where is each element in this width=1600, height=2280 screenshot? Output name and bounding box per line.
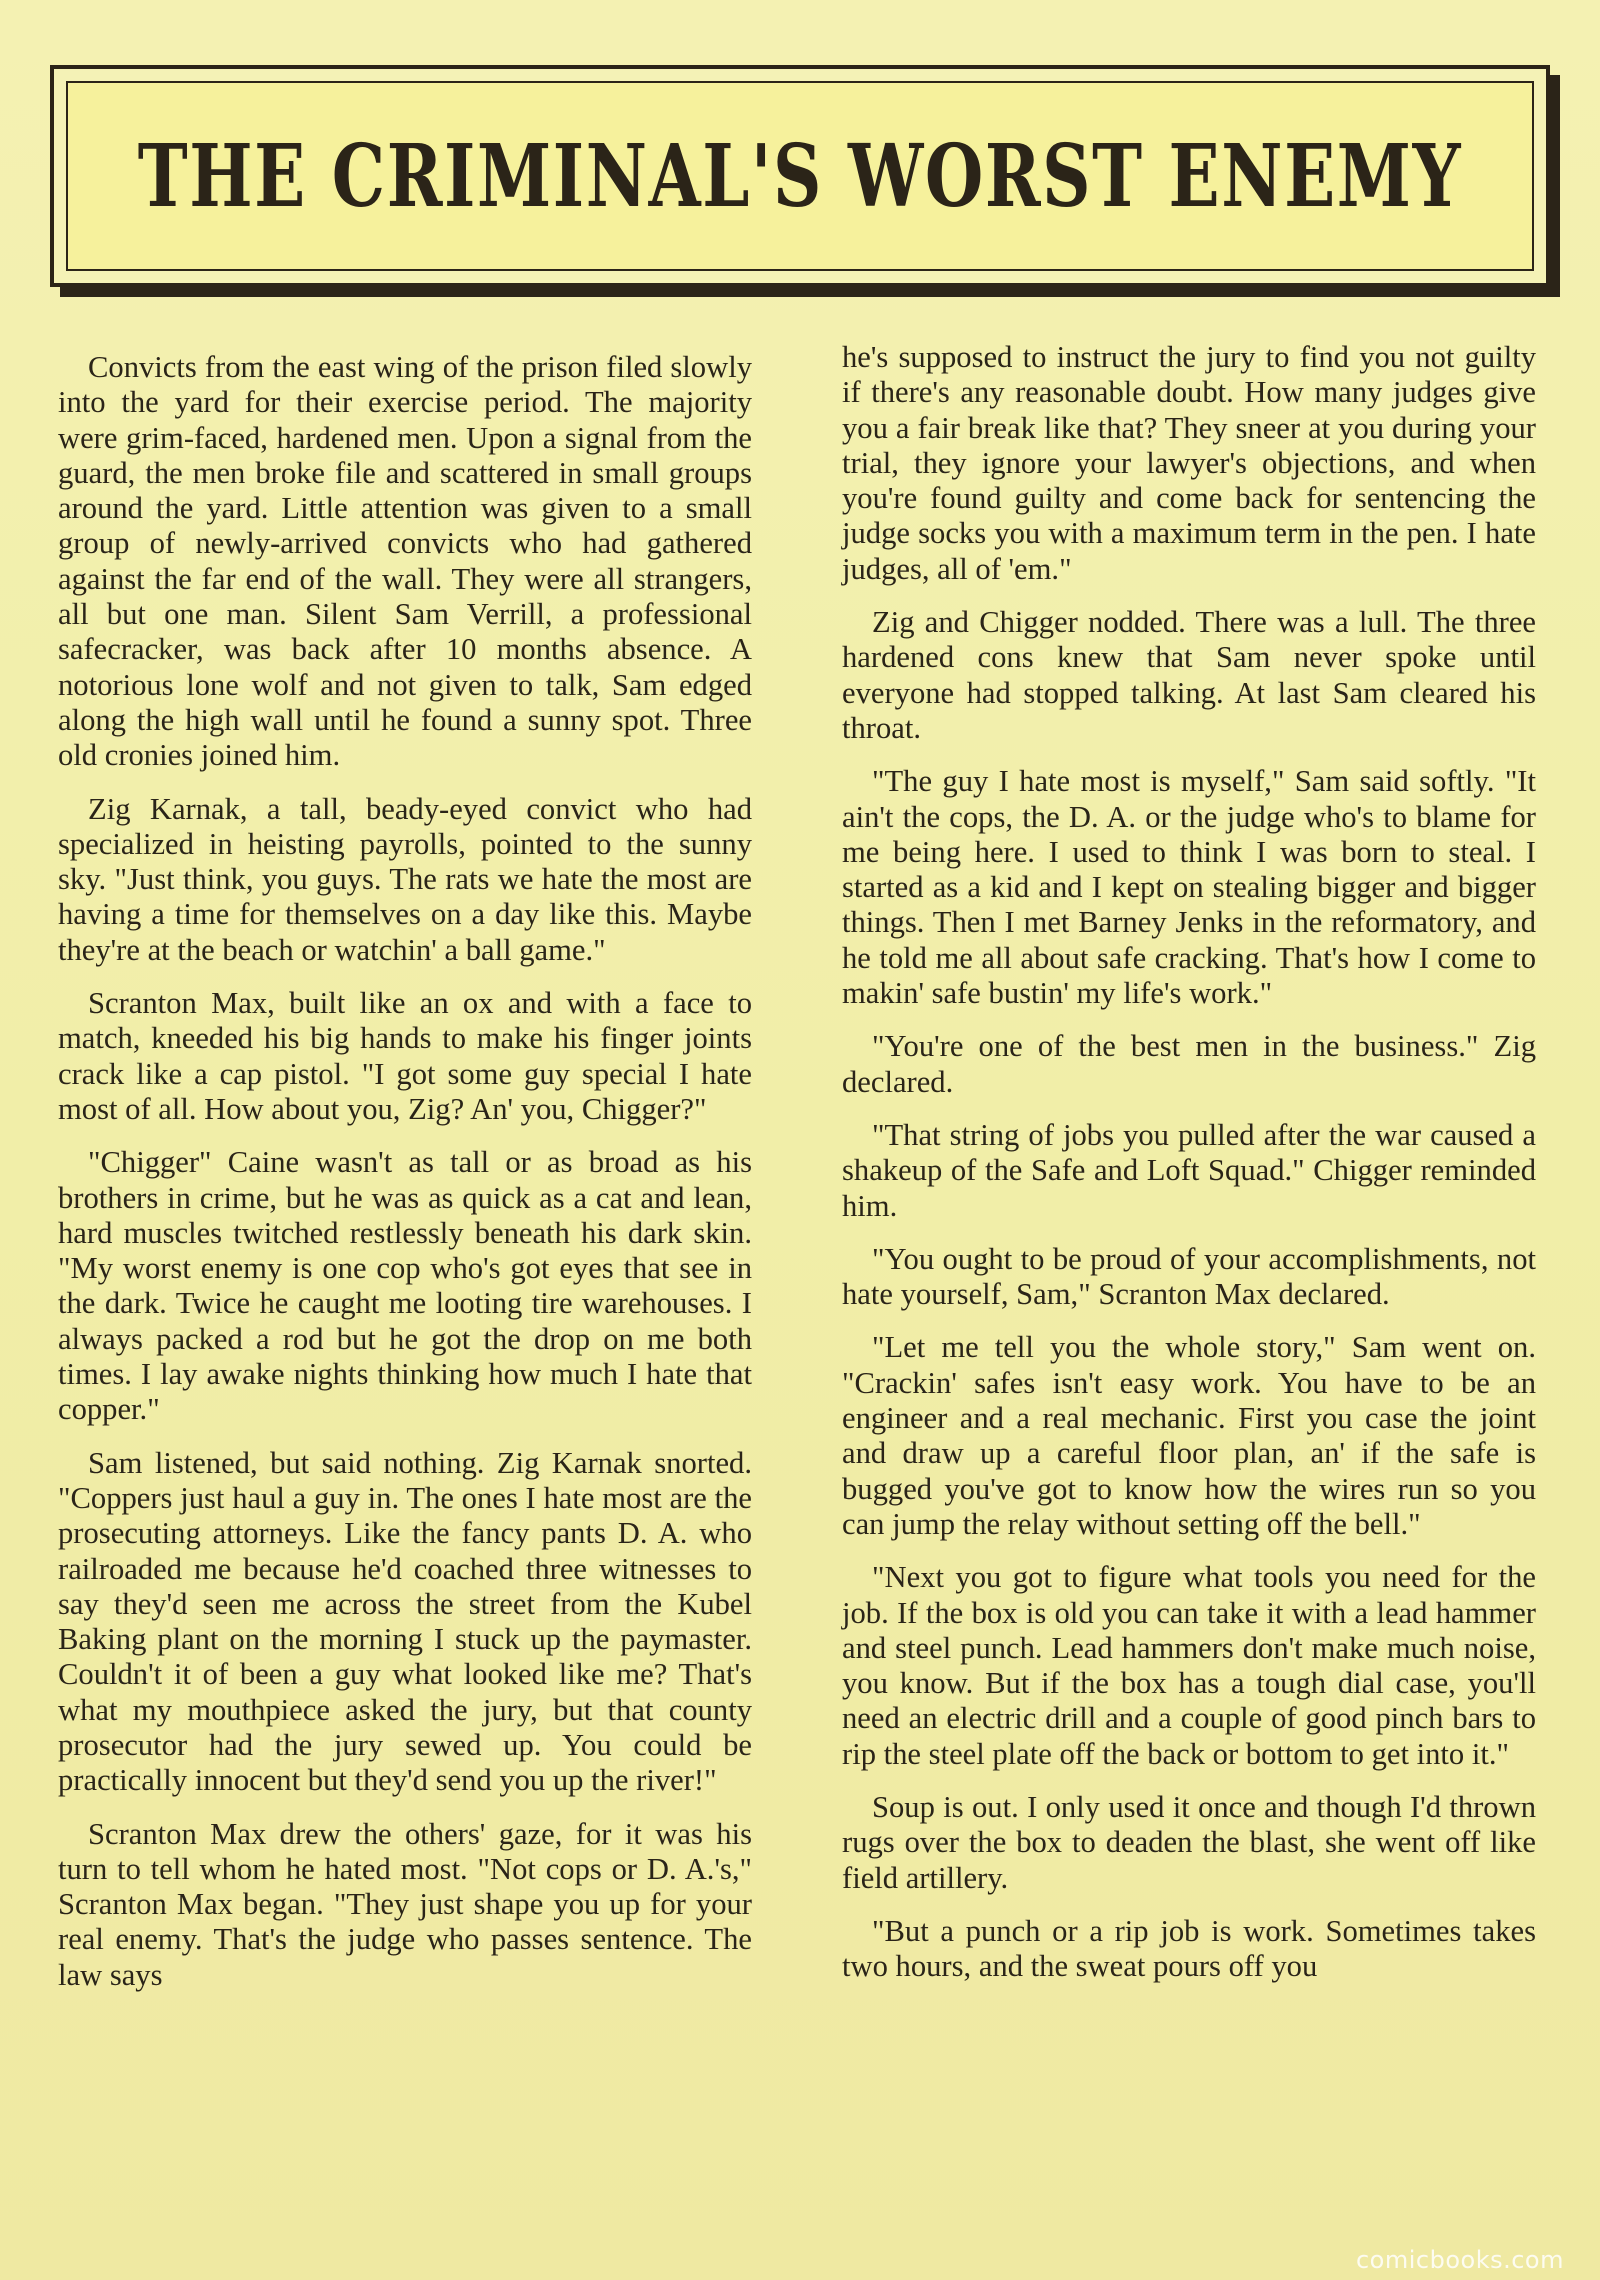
paragraph: "That string of jobs you pulled after the war caused a shakeup of the Safe and Loft Squad." Chigger reminded him. [842,1117,1536,1223]
paragraph: "Next you got to figure what tools you need for the job. If the box is old you can take it with a lead hammer and steel punch. Lead hammers don't make much noise, you know. But if the box has a tough dial case, you'll need an electric drill and a couple of good pinch bars to rip the steel plate off the back or bottom to get into it." [842,1560,1536,1771]
title-panel [66,81,1534,271]
watermark: comicbooks.com [1355,2246,1564,2274]
paragraph: "The guy I hate most is myself," Sam said softly. "It ain't the cops, the D. A. or the judge who's to blame for me being here. I used to think I was born to steal. I started as a kid and I kept on stealing bigger and bigger things. Then I met Barney Jenks in the reformatory, and he told me all about safe cracking. That's how I come to makin' safe bustin' my life's work." [842,764,1536,1011]
paragraph: Soup is out. I only used it once and though I'd thrown rugs over the box to deaden the blast, she went off like field artillery. [842,1789,1536,1895]
paragraph: he's supposed to instruct the jury to find you not guilty if there's any reasonable doubt. How many judges give you a fair break like that? They sneer at you during your trial, they ignore your lawyer's objections, and when you're found guilty and come back for sentencing the judge socks you with a maximum term in the pen. I hate judges, all of 'em." [842,340,1536,586]
paragraph: Zig Karnak, a tall, beady-eyed convict who had specialized in heisting payrolls, pointed to the sunny sky. "Just think, you guys. The rats we hate the most are having a time for themselves on a day like this. Maybe they're at the beach or watchin' a ball game." [58,791,752,967]
title-frame [50,65,1550,287]
paragraph: "But a punch or a rip job is work. Sometimes takes two hours, and the sweat pours off you [842,1913,1536,1984]
paragraph: Sam listened, but said nothing. Zig Karnak snorted. "Coppers just haul a guy in. The ones I hate most are the prosecuting attorneys. Like the fancy pants D. A. who railroaded me because he'd coached three witnesses to say they'd seen me across the street from the Kubel Baking plant on the morning I stuck up the paymaster. Couldn't it of been a guy what looked like me? That's what my mouthpiece asked the jury, but that county prosecutor had the jury sewed up. You could be practically innocent but they'd send you up the river!" [58,1445,752,1798]
paragraph: Zig and Chigger nodded. There was a lull. The three hardened cons knew that Sam never spoke until everyone had stopped talking. At last Sam cleared his throat. [842,605,1536,745]
paragraph: Scranton Max, built like an ox and with a face to match, kneeded his big hands to make his finger joints crack like a cap pistol. "I got some guy special I hate most of all. How about you, Zig? An' you, Chigger?" [58,986,752,1126]
text-columns [58,340,1536,2250]
right-column [842,340,1536,2250]
left-column [58,350,752,2250]
page-title: THE CRIMINAL'S WORST ENEMY [137,125,1463,227]
paragraph: "Let me tell you the whole story," Sam went on. "Crackin' safes isn't easy work. You have to be an engineer and a real mechanic. First you case the joint and draw up a careful floor plan, an' if the safe is bugged you've got to know how the wires run so you can jump the relay without setting off the bell." [842,1330,1536,1541]
paragraph: Convicts from the east wing of the prison filed slowly into the yard for their exercise period. The majority were grim-faced, hardened men. Upon a signal from the guard, the men broke file and scattered in small groups around the yard. Little attention was given to a small group of newly-arrived convicts who had gathered against the far end of the wall. They were all strangers, all but one man. Silent Sam Verrill, a professional safecracker, was back after 10 months absence. A notorious lone wolf and not given to talk, Sam edged along the high wall until he found a sunny spot. Three old cronies joined him. [58,350,752,773]
paragraph: "You're one of the best men in the business." Zig declared. [842,1029,1536,1099]
paragraph: Scranton Max drew the others' gaze, for it was his turn to tell whom he hated most. "Not cops or D. A.'s," Scranton Max began. "They just shape you up for your real enemy. That's the judge who passes sentence. The law says [58,1816,752,1992]
paragraph: "You ought to be proud of your accomplishments, not hate yourself, Sam," Scranton Max declared. [842,1241,1536,1312]
paragraph: "Chigger" Caine wasn't as tall or as broad as his brothers in crime, but he was as quick as a cat and lean, hard muscles twitched restlessly beneath his dark skin. "My worst enemy is one cop who's got eyes that see in the dark. Twice he caught me looting tire warehouses. I always packed a rod but he got the drop on me both times. I lay awake nights thinking how much I hate that copper." [58,1145,752,1427]
